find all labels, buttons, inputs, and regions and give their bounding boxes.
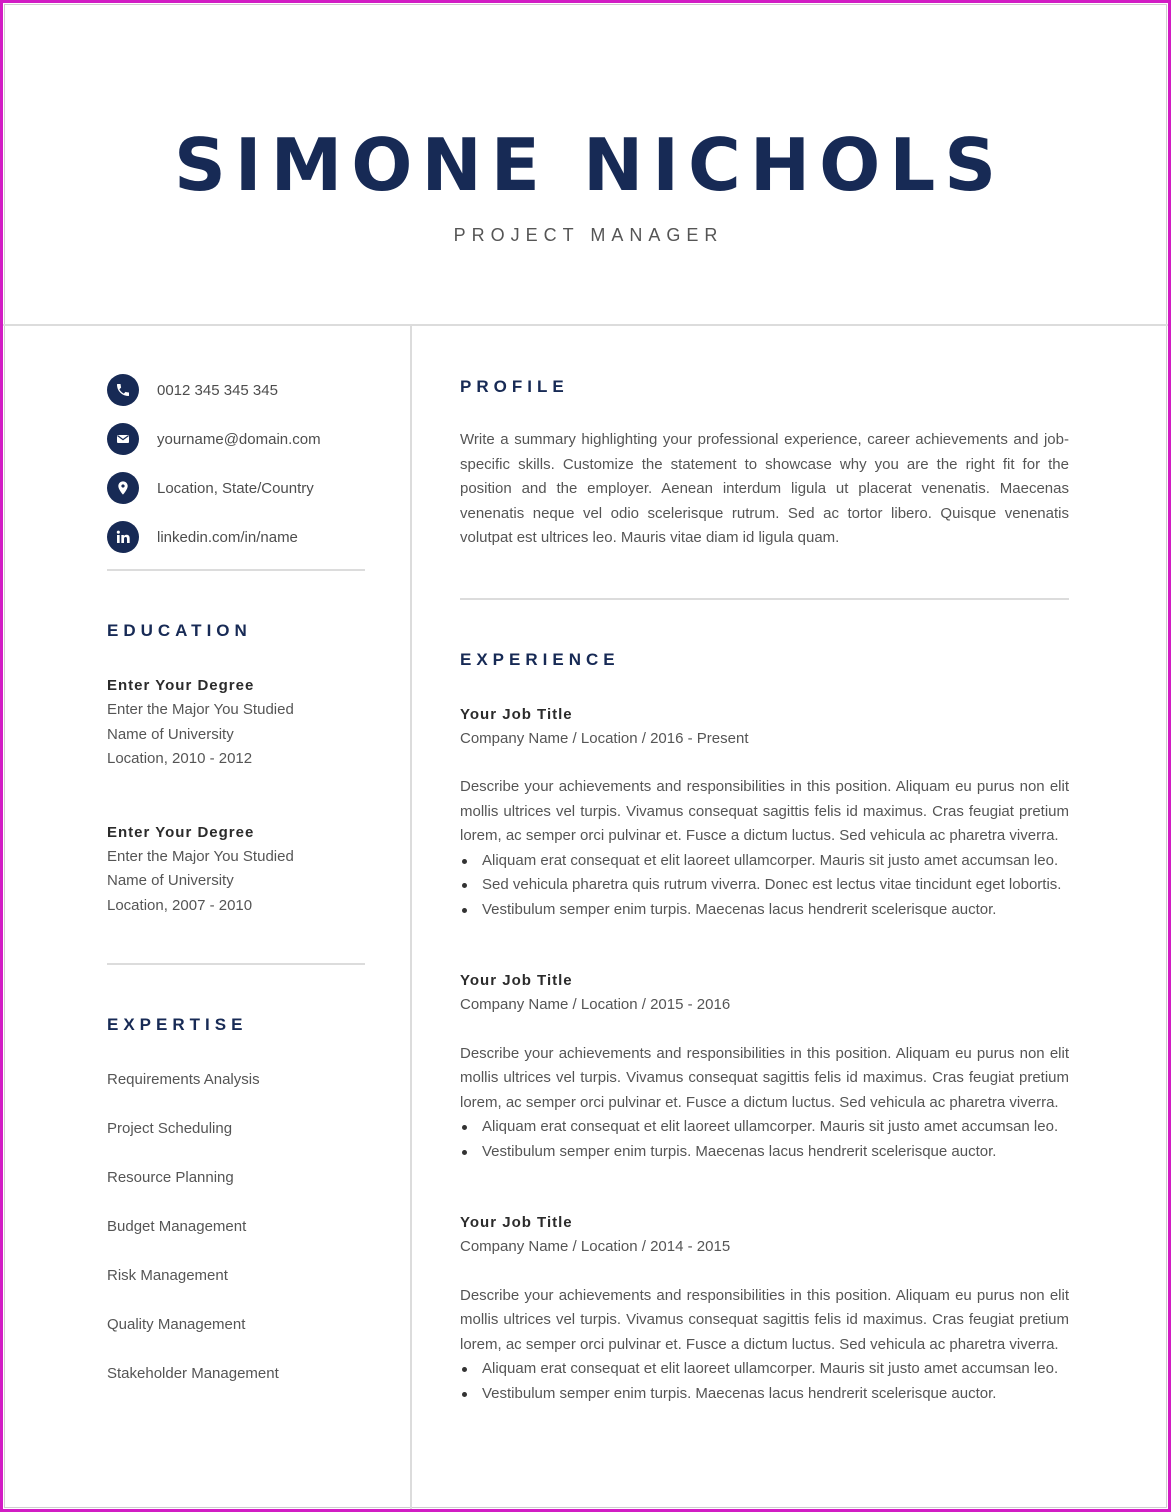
expertise-item: Project Scheduling (107, 1120, 233, 1137)
candidate-role: PROJECT MANAGER (453, 225, 724, 245)
job-description: Describe your achievements and responsibilities in this position. Aliquam eu purus non elit mollis ultrices vel turpis. Vivamus consequat sagittis felis id maximus. Cras feugiat pretium lorem, ac semper orci pulvinar et. Fusce a dictum luctus. Sed vehicula ac pharetra viverra. (460, 1044, 1069, 1111)
right-divider (460, 598, 1069, 600)
education-degree: Enter Your Degree (107, 677, 255, 694)
job-description: Describe your achievements and responsibilities in this position. Aliquam eu purus non elit mollis ultrices vel turpis. Vivamus consequat sagittis felis id maximus. Cras feugiat pretium lorem, ac semper orci pulvinar et. Fusce a dictum luctus. Sed vehicula ac pharetra viverra. (460, 1286, 1069, 1353)
job-company: Company Name / Location / 2014 - 2015 (460, 1238, 731, 1255)
expertise-item: Stakeholder Management (107, 1365, 279, 1382)
job-entry (460, 969, 1069, 1164)
envelope-icon (107, 423, 139, 455)
location-pin-icon (107, 472, 139, 504)
education-university: Name of University (107, 725, 234, 743)
job-bullet: Aliquam erat consequat et elit laoreet ullamcorper. Mauris sit justo amet accumsan leo. (460, 1115, 1069, 1140)
job-entry (460, 1211, 1069, 1406)
resume-header (3, 3, 1168, 326)
education-entry (107, 821, 365, 919)
job-title: Your Job Title (460, 1214, 573, 1231)
contact-email-text: yourname@domain.com (157, 430, 321, 448)
experience-title: EXPERIENCE (460, 649, 620, 669)
contact-phone-text: 0012 345 345 345 (157, 381, 278, 399)
job-description: Describe your achievements and responsibilities in this position. Aliquam eu purus non elit mollis ultrices vel turpis. Vivamus consequat sagittis felis id maximus. Cras feugiat pretium lorem, ac semper orci pulvinar et. Fusce a dictum luctus. Sed vehicula ac pharetra viverra. (460, 778, 1069, 844)
education-university: Name of University (107, 872, 234, 889)
expertise-item: Requirements Analysis (107, 1071, 260, 1088)
job-bullets (460, 1115, 1069, 1164)
right-column (460, 373, 1069, 1406)
education-location: Location, 2010 - 2012 (107, 750, 253, 767)
candidate-name: SIMONE NICHOLS (173, 123, 1006, 207)
expertise-item: Quality Management (107, 1316, 246, 1333)
expertise-list (107, 1070, 365, 1384)
contact-list (107, 373, 365, 554)
education-major: Enter the Major You Studied (107, 701, 294, 718)
column-divider (410, 326, 412, 1512)
linkedin-icon (107, 521, 139, 553)
job-entry (460, 703, 1069, 923)
left-column (107, 373, 365, 1413)
expertise-title: EXPERTISE (107, 1015, 248, 1034)
expertise-item: Resource Planning (107, 1169, 234, 1186)
profile-summary: Write a summary highlighting your professional experience, career achievements and job-specific skills. Customize the statement to showcase why you are the right fit for the position and the employer. Aenean interdum ligula ut placerat venenatis. Maecenas venenatis neque vel odio scelerisque rutrum. Sed ac tortor libero. Quisque venenatis volutpat est ultrices leo. Mauris vitae diam id ligula quam. (460, 431, 1069, 546)
education-entry (107, 674, 365, 772)
contact-email (107, 422, 365, 456)
expertise-item: Risk Management (107, 1267, 228, 1284)
contact-phone (107, 373, 365, 407)
job-title: Your Job Title (460, 705, 573, 723)
contact-location (107, 471, 365, 505)
job-bullet: Vestibulum semper enim turpis. Maecenas lacus hendrerit scelerisque auctor. (460, 1382, 1069, 1407)
contact-linkedin-text: linkedin.com/in/name (157, 528, 298, 546)
job-bullet: Vestibulum semper enim turpis. Maecenas lacus hendrerit scelerisque auctor. (460, 1140, 1069, 1165)
phone-icon (107, 374, 139, 406)
job-bullet: Vestibulum semper enim turpis. Maecenas lacus hendrerit scelerisque auctor. (460, 898, 1069, 923)
education-major: Enter the Major You Studied (107, 847, 294, 865)
job-bullet: Aliquam erat consequat et elit laoreet ullamcorper. Mauris sit justo amet accumsan leo. (460, 1357, 1069, 1382)
job-company: Company Name / Location / 2015 - 2016 (460, 996, 731, 1013)
left-divider-2 (107, 963, 365, 965)
job-bullet: Sed vehicula pharetra quis rutrum viverra. Donec est lectus vitae tincidunt eget lobortis. (460, 873, 1069, 898)
job-bullets (460, 1357, 1069, 1406)
education-title: EDUCATION (107, 621, 252, 640)
expertise-item: Budget Management (107, 1218, 247, 1235)
job-title: Your Job Title (460, 972, 573, 989)
left-divider-1 (107, 569, 365, 571)
contact-linkedin (107, 520, 365, 554)
job-bullets (460, 849, 1069, 923)
education-location: Location, 2007 - 2010 (107, 896, 253, 914)
job-company: Company Name / Location / 2016 - Present (460, 729, 749, 747)
education-degree: Enter Your Degree (107, 823, 255, 841)
contact-location-text: Location, State/Country (157, 479, 314, 497)
profile-title: PROFILE (460, 377, 569, 396)
job-bullet: Aliquam erat consequat et elit laoreet ullamcorper. Mauris sit justo amet accumsan leo. (460, 849, 1069, 874)
